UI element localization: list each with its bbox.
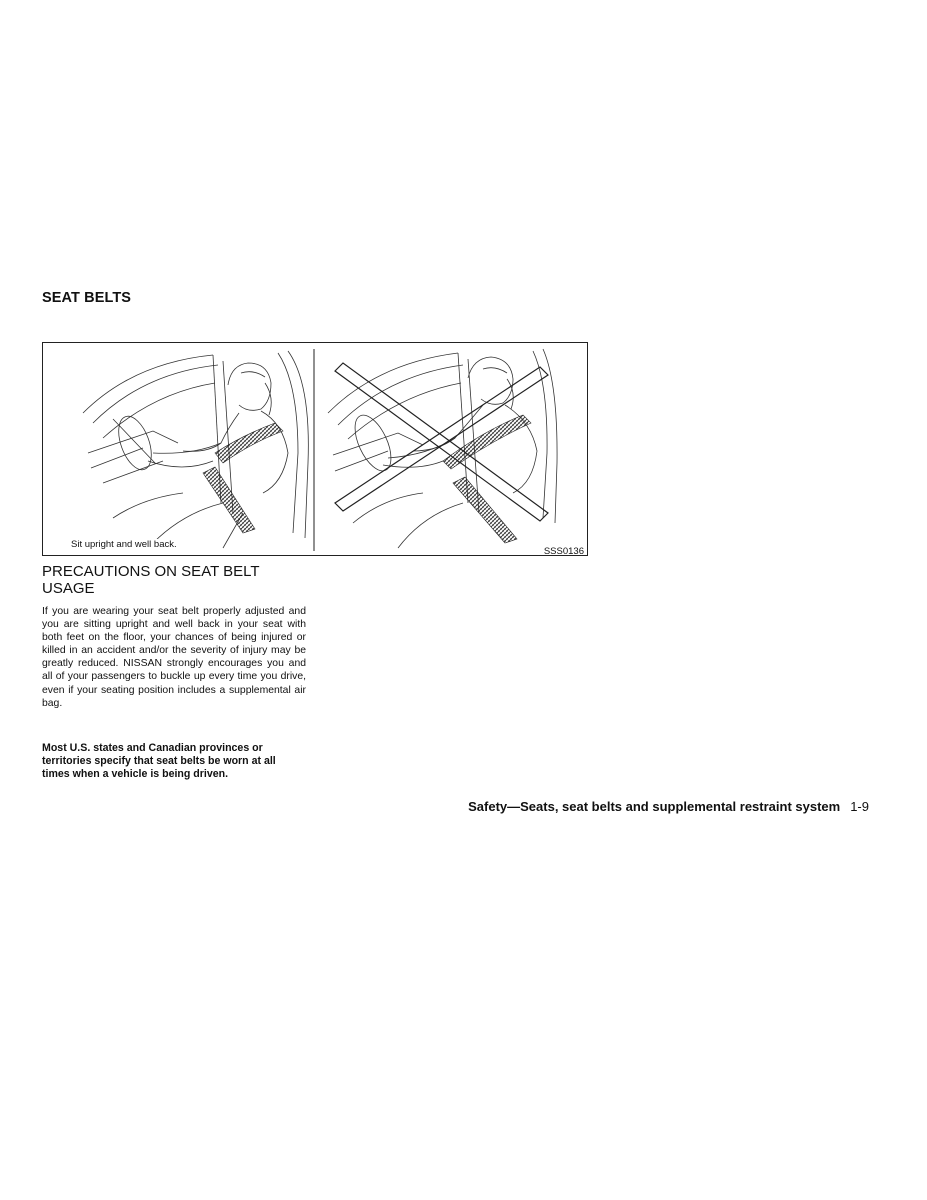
precautions-heading: PRECAUTIONS ON SEAT BELT USAGE <box>42 563 260 597</box>
section-title: SEAT BELTS <box>42 290 132 306</box>
chapter-title: Safety—Seats, seat belts and supplemental restraint system <box>468 799 841 814</box>
illustration-drawing <box>43 343 589 557</box>
precautions-body: If you are wearing your seat belt properly adjusted and you are sitting upright and well back in your seat with both feet on the floor, your chances of being injured or killed in an accident and/or the severity of injury may be greatly reduced. NISSAN strongly encourages you and all of your passengers to buckle up every time you drive, even if your seating position includes a supplemental air bag. <box>42 606 306 709</box>
incorrect-cross-mark <box>335 363 548 521</box>
page-number: 1-9 <box>850 799 869 814</box>
correct-posture-drawing <box>83 351 308 548</box>
figure-caption: Sit upright and well back. <box>71 539 177 550</box>
seat-belt-law-note: Most U.S. states and Canadian provinces or territories specify that seat belts be worn at all times when a vehicle is being driven. <box>42 742 276 781</box>
seat-belt-illustration <box>42 342 588 556</box>
page-footer <box>468 799 869 814</box>
figure-code: SSS0136 <box>543 546 584 557</box>
